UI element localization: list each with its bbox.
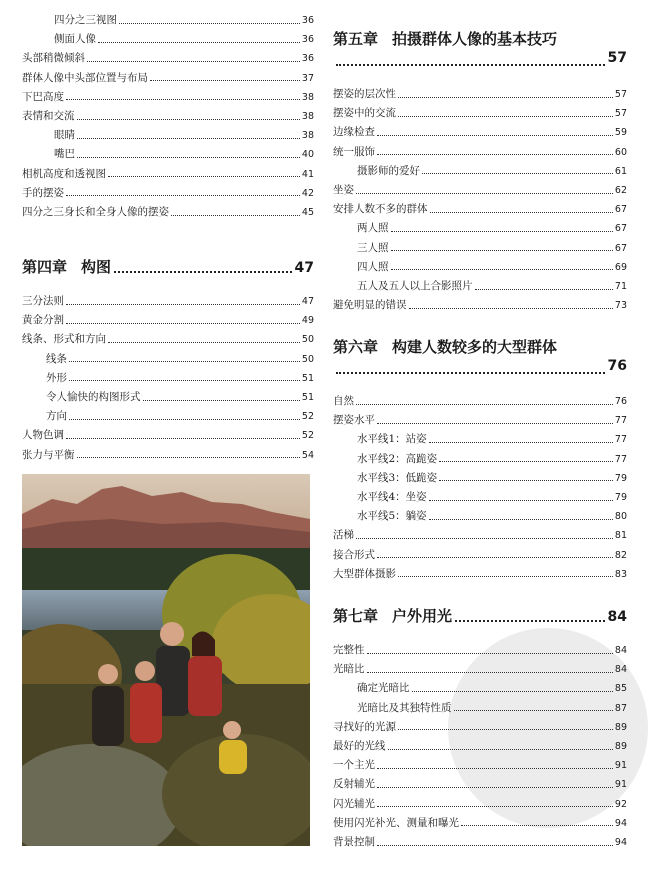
leader-dots bbox=[391, 250, 613, 251]
chapter-page: 84 bbox=[607, 609, 627, 625]
toc-entry-page: 45 bbox=[301, 207, 314, 218]
toc-entry-page: 67 bbox=[614, 204, 627, 216]
leader-dots bbox=[98, 42, 300, 43]
toc-entry-title: 寻找好的光源 bbox=[333, 720, 396, 733]
chapter-title: 户外用光 bbox=[392, 607, 453, 625]
toc-entry-title: 光暗比 bbox=[333, 663, 365, 676]
toc-entry bbox=[22, 71, 314, 85]
toc-entry-title: 水平线4：坐姿 bbox=[357, 491, 427, 503]
leader-dots bbox=[391, 231, 613, 232]
leader-dots bbox=[429, 500, 613, 501]
toc-entry bbox=[333, 241, 627, 255]
toc-entry bbox=[22, 128, 314, 142]
leader-dots bbox=[108, 176, 300, 177]
toc-entry-title: 摆姿中的交流 bbox=[333, 107, 396, 120]
toc-entry-title: 闪光辅光 bbox=[333, 797, 375, 810]
leader-dots bbox=[66, 195, 300, 196]
chapter-number: 第六章 bbox=[333, 338, 379, 356]
toc-entry bbox=[22, 332, 314, 346]
toc-entry-title: 避免明显的错误 bbox=[333, 299, 407, 312]
leader-dots bbox=[77, 119, 300, 120]
toc-entry bbox=[22, 390, 314, 404]
toc-entry bbox=[333, 739, 627, 753]
toc-entry bbox=[22, 409, 314, 423]
toc-entry-page: 85 bbox=[614, 683, 627, 695]
toc-entry-title: 一个主光 bbox=[333, 759, 375, 772]
toc-entry-page: 73 bbox=[614, 300, 627, 312]
toc-entry-page: 89 bbox=[614, 741, 627, 752]
toc-entry bbox=[333, 298, 627, 312]
leader-dots bbox=[108, 342, 300, 343]
chapter-title: 构图 bbox=[81, 258, 112, 276]
toc-entry-page: 67 bbox=[614, 223, 627, 235]
toc-entry bbox=[333, 452, 627, 466]
toc-entry-page: 52 bbox=[301, 430, 314, 442]
toc-entry bbox=[22, 205, 314, 219]
toc-entry bbox=[333, 260, 627, 274]
leader-dots bbox=[356, 538, 613, 539]
toc-entry bbox=[333, 816, 627, 830]
leader-dots bbox=[429, 519, 613, 520]
toc-entry-title: 嘴巴 bbox=[54, 148, 75, 161]
toc-entry-page: 40 bbox=[301, 149, 314, 161]
toc-entry-title: 两人照 bbox=[357, 222, 389, 235]
leader-dots bbox=[171, 215, 300, 216]
chapter-heading bbox=[333, 605, 627, 627]
toc-entry bbox=[333, 87, 627, 101]
toc-entry bbox=[333, 835, 627, 849]
toc-entry-page: 62 bbox=[614, 185, 627, 196]
toc-entry bbox=[22, 352, 314, 366]
leader-dots bbox=[377, 154, 613, 155]
toc-entry-title: 线条 bbox=[46, 352, 67, 365]
toc-entry-title: 边缘检查 bbox=[333, 126, 375, 139]
leader-dots bbox=[367, 672, 613, 673]
leader-dots bbox=[119, 23, 300, 24]
toc-entry-page: 91 bbox=[614, 779, 627, 791]
toc-entry bbox=[333, 183, 627, 197]
toc-entry-page: 54 bbox=[301, 449, 314, 461]
toc-entry-title: 三分法则 bbox=[22, 295, 64, 307]
toc-entry bbox=[22, 167, 314, 181]
leader-dots bbox=[454, 710, 613, 711]
toc-entry bbox=[333, 548, 627, 562]
toc-entry-title: 活梯 bbox=[333, 529, 354, 542]
leader-dots bbox=[461, 825, 613, 826]
leader-dots bbox=[367, 653, 613, 654]
leader-dots bbox=[336, 64, 605, 66]
toc-entry-page: 84 bbox=[614, 664, 627, 676]
family-photo bbox=[22, 474, 310, 846]
leader-dots bbox=[66, 304, 300, 305]
toc-entry bbox=[333, 432, 627, 446]
toc-entry-title: 摆姿的层次性 bbox=[333, 88, 396, 100]
toc-entry-page: 69 bbox=[614, 261, 627, 273]
toc-entry bbox=[333, 125, 627, 139]
leader-dots bbox=[114, 271, 291, 273]
leader-dots bbox=[87, 61, 300, 62]
leader-dots bbox=[336, 372, 605, 374]
toc-entry-title: 张力与平衡 bbox=[22, 448, 75, 461]
toc-entry-title: 相机高度和透视图 bbox=[22, 167, 106, 180]
chapter-title: 构建人数较多的大型群体 bbox=[392, 338, 558, 356]
leader-dots bbox=[377, 768, 613, 769]
toc-entry bbox=[333, 701, 627, 715]
leader-dots bbox=[356, 193, 613, 194]
toc-entry bbox=[22, 109, 314, 123]
leader-dots bbox=[422, 173, 613, 174]
toc-entry-title: 四分之三视图 bbox=[54, 14, 117, 26]
toc-entry bbox=[22, 51, 314, 65]
leader-dots bbox=[77, 157, 300, 158]
toc-entry bbox=[333, 528, 627, 542]
toc-entry-title: 完整性 bbox=[333, 644, 365, 656]
toc-entry-page: 38 bbox=[301, 91, 314, 103]
toc-entry-title: 背景控制 bbox=[333, 836, 375, 848]
chapter-title: 拍摄群体人像的基本技巧 bbox=[392, 30, 558, 48]
toc-entry-title: 黄金分割 bbox=[22, 314, 64, 327]
toc-entry-title: 大型群体摄影 bbox=[333, 567, 396, 580]
leader-dots bbox=[66, 99, 300, 100]
toc-entry bbox=[22, 186, 314, 200]
toc-entry-page: 41 bbox=[301, 168, 314, 180]
chapter-heading bbox=[333, 336, 627, 378]
leader-dots bbox=[377, 557, 613, 558]
toc-entry-title: 最好的光线 bbox=[333, 740, 386, 752]
toc-entry-page: 50 bbox=[301, 353, 314, 365]
toc-entry-title: 五人及五人以上合影照片 bbox=[357, 280, 473, 292]
leader-dots bbox=[430, 212, 613, 213]
toc-entry-title: 三人照 bbox=[357, 241, 389, 254]
toc-entry-title: 线条、形式和方向 bbox=[22, 333, 106, 346]
toc-entry bbox=[333, 643, 627, 657]
toc-entry bbox=[333, 106, 627, 120]
toc-entry bbox=[333, 145, 627, 159]
toc-entry-page: 36 bbox=[301, 15, 314, 26]
toc-entry-title: 水平线3：低跪姿 bbox=[357, 471, 438, 484]
leader-dots bbox=[398, 97, 613, 98]
toc-entry bbox=[333, 720, 627, 734]
leader-dots bbox=[377, 423, 613, 424]
toc-entry bbox=[22, 90, 314, 104]
toc-entry bbox=[333, 490, 627, 504]
toc-entry-title: 头部稍微倾斜 bbox=[22, 52, 85, 65]
leader-dots bbox=[77, 457, 300, 458]
leader-dots bbox=[439, 480, 613, 481]
toc-entry bbox=[22, 371, 314, 385]
chapter-number: 第七章 bbox=[333, 607, 379, 625]
leader-dots bbox=[69, 419, 300, 420]
toc-entry bbox=[333, 413, 627, 427]
leader-dots bbox=[398, 729, 613, 730]
toc-entry-page: 36 bbox=[301, 53, 314, 65]
toc-entry-title: 人物色调 bbox=[22, 429, 64, 442]
toc-entry-page: 51 bbox=[301, 372, 314, 384]
toc-entry bbox=[333, 202, 627, 216]
toc-entry-page: 37 bbox=[301, 72, 314, 84]
toc-entry-title: 手的摆姿 bbox=[22, 186, 64, 199]
chapter-page: 57 bbox=[607, 50, 627, 66]
toc-entry-title: 摆姿水平 bbox=[333, 414, 375, 427]
toc-entry-title: 安排人数不多的群体 bbox=[333, 203, 428, 216]
toc-entry-page: 79 bbox=[614, 472, 627, 484]
toc-entry bbox=[22, 448, 314, 462]
toc-entry-page: 47 bbox=[301, 296, 314, 307]
leader-dots bbox=[69, 361, 300, 362]
chapter-number: 第四章 bbox=[22, 258, 68, 276]
toc-entry-title: 使用闪光补光、测量和曝光 bbox=[333, 816, 459, 829]
toc-entry bbox=[333, 567, 627, 581]
leader-dots bbox=[388, 749, 613, 750]
toc-entry-title: 外形 bbox=[46, 371, 67, 384]
toc-entry bbox=[22, 32, 314, 46]
toc-entry-page: 84 bbox=[614, 645, 627, 656]
leader-dots bbox=[409, 308, 613, 309]
toc-entry-page: 89 bbox=[614, 721, 627, 733]
toc-entry-title: 四分之三身长和全身人像的摆姿 bbox=[22, 206, 169, 218]
toc-entry-page: 87 bbox=[614, 702, 627, 714]
chapter-page: 76 bbox=[607, 358, 627, 374]
toc-entry bbox=[22, 313, 314, 327]
toc-entry-page: 94 bbox=[614, 817, 627, 829]
toc-entry-title: 水平线2：高跪姿 bbox=[357, 452, 438, 465]
chapter-page: 47 bbox=[294, 260, 314, 276]
toc-entry-page: 79 bbox=[614, 492, 627, 503]
leader-dots bbox=[66, 438, 300, 439]
toc-entry-title: 光暗比及其独特性质 bbox=[357, 701, 452, 714]
leader-dots bbox=[143, 400, 300, 401]
toc-entry-page: 51 bbox=[301, 392, 314, 403]
toc-entry-title: 令人愉快的构图形式 bbox=[46, 391, 141, 403]
toc-entry-page: 61 bbox=[614, 165, 627, 177]
toc-entry-title: 水平线5：躺姿 bbox=[357, 510, 427, 523]
toc-entry-title: 表情和交流 bbox=[22, 110, 75, 122]
toc-entry bbox=[333, 394, 627, 408]
toc-entry-title: 摄影师的爱好 bbox=[357, 164, 420, 177]
toc-entry bbox=[333, 164, 627, 178]
toc-entry-title: 四人照 bbox=[357, 260, 389, 273]
leader-dots bbox=[150, 80, 300, 81]
toc-entry bbox=[333, 279, 627, 293]
leader-dots bbox=[66, 323, 300, 324]
toc-entry-page: 81 bbox=[614, 530, 627, 542]
toc-entry-page: 42 bbox=[301, 187, 314, 199]
leader-dots bbox=[377, 845, 613, 846]
family-photo-illustration bbox=[22, 474, 310, 846]
toc-entry-page: 82 bbox=[614, 549, 627, 561]
toc-entry bbox=[333, 758, 627, 772]
leader-dots bbox=[429, 442, 613, 443]
toc-entry bbox=[333, 221, 627, 235]
toc-entry-title: 接合形式 bbox=[333, 548, 375, 561]
toc-entry-page: 94 bbox=[614, 837, 627, 848]
toc-entry-title: 群体人像中头部位置与布局 bbox=[22, 71, 148, 84]
toc-entry-page: 57 bbox=[614, 89, 627, 100]
chapter-heading bbox=[333, 28, 627, 70]
toc-entry-page: 57 bbox=[614, 108, 627, 120]
chapter-number: 第五章 bbox=[333, 30, 379, 48]
toc-entry-page: 71 bbox=[614, 281, 627, 292]
toc-entry-page: 67 bbox=[614, 242, 627, 254]
leader-dots bbox=[475, 289, 613, 290]
toc-entry-page: 49 bbox=[301, 315, 314, 327]
toc-entry-title: 水平线1：站姿 bbox=[357, 433, 427, 446]
toc-entry bbox=[22, 428, 314, 442]
toc-entry bbox=[333, 662, 627, 676]
leader-dots bbox=[377, 135, 613, 136]
toc-entry-page: 77 bbox=[614, 453, 627, 465]
leader-dots bbox=[69, 380, 300, 381]
toc-entry bbox=[22, 13, 314, 27]
toc-entry bbox=[333, 509, 627, 523]
chapter-heading bbox=[22, 256, 314, 278]
toc-entry-title: 反射辅光 bbox=[333, 778, 375, 791]
toc-entry-page: 77 bbox=[614, 415, 627, 427]
toc-entry-page: 80 bbox=[614, 511, 627, 523]
leader-dots bbox=[398, 576, 613, 577]
leader-dots bbox=[356, 404, 613, 405]
toc-entry-page: 38 bbox=[301, 111, 314, 122]
leader-dots bbox=[377, 806, 613, 807]
toc-entry-page: 83 bbox=[614, 568, 627, 580]
leader-dots bbox=[398, 116, 613, 117]
toc-entry-title: 下巴高度 bbox=[22, 90, 64, 103]
leader-dots bbox=[455, 620, 604, 622]
toc-entry-page: 52 bbox=[301, 411, 314, 423]
leader-dots bbox=[77, 138, 300, 139]
toc-entry-page: 38 bbox=[301, 130, 314, 142]
toc-entry-page: 36 bbox=[301, 34, 314, 46]
toc-entry bbox=[22, 294, 314, 308]
toc-entry-title: 眼睛 bbox=[54, 129, 75, 142]
toc-entry-title: 自然 bbox=[333, 395, 354, 407]
toc-entry-page: 59 bbox=[614, 127, 627, 139]
toc-entry-title: 坐姿 bbox=[333, 184, 354, 196]
leader-dots bbox=[439, 461, 613, 462]
toc-entry-page: 91 bbox=[614, 760, 627, 772]
toc-entry-page: 92 bbox=[614, 798, 627, 810]
toc-entry bbox=[333, 471, 627, 485]
leader-dots bbox=[391, 269, 613, 270]
toc-entry bbox=[333, 777, 627, 791]
toc-entry-title: 确定光暗比 bbox=[357, 682, 410, 695]
toc-entry-page: 60 bbox=[614, 146, 627, 158]
toc-entry-title: 侧面人像 bbox=[54, 33, 96, 46]
toc-entry bbox=[333, 797, 627, 811]
toc-entry-page: 77 bbox=[614, 434, 627, 446]
leader-dots bbox=[377, 787, 613, 788]
toc-entry-title: 统一服饰 bbox=[333, 145, 375, 158]
toc-entry bbox=[22, 147, 314, 161]
leader-dots bbox=[412, 691, 613, 692]
toc-entry-page: 50 bbox=[301, 334, 314, 346]
toc-entry bbox=[333, 681, 627, 695]
toc-entry-page: 76 bbox=[614, 396, 627, 407]
toc-entry-title: 方向 bbox=[46, 410, 67, 423]
